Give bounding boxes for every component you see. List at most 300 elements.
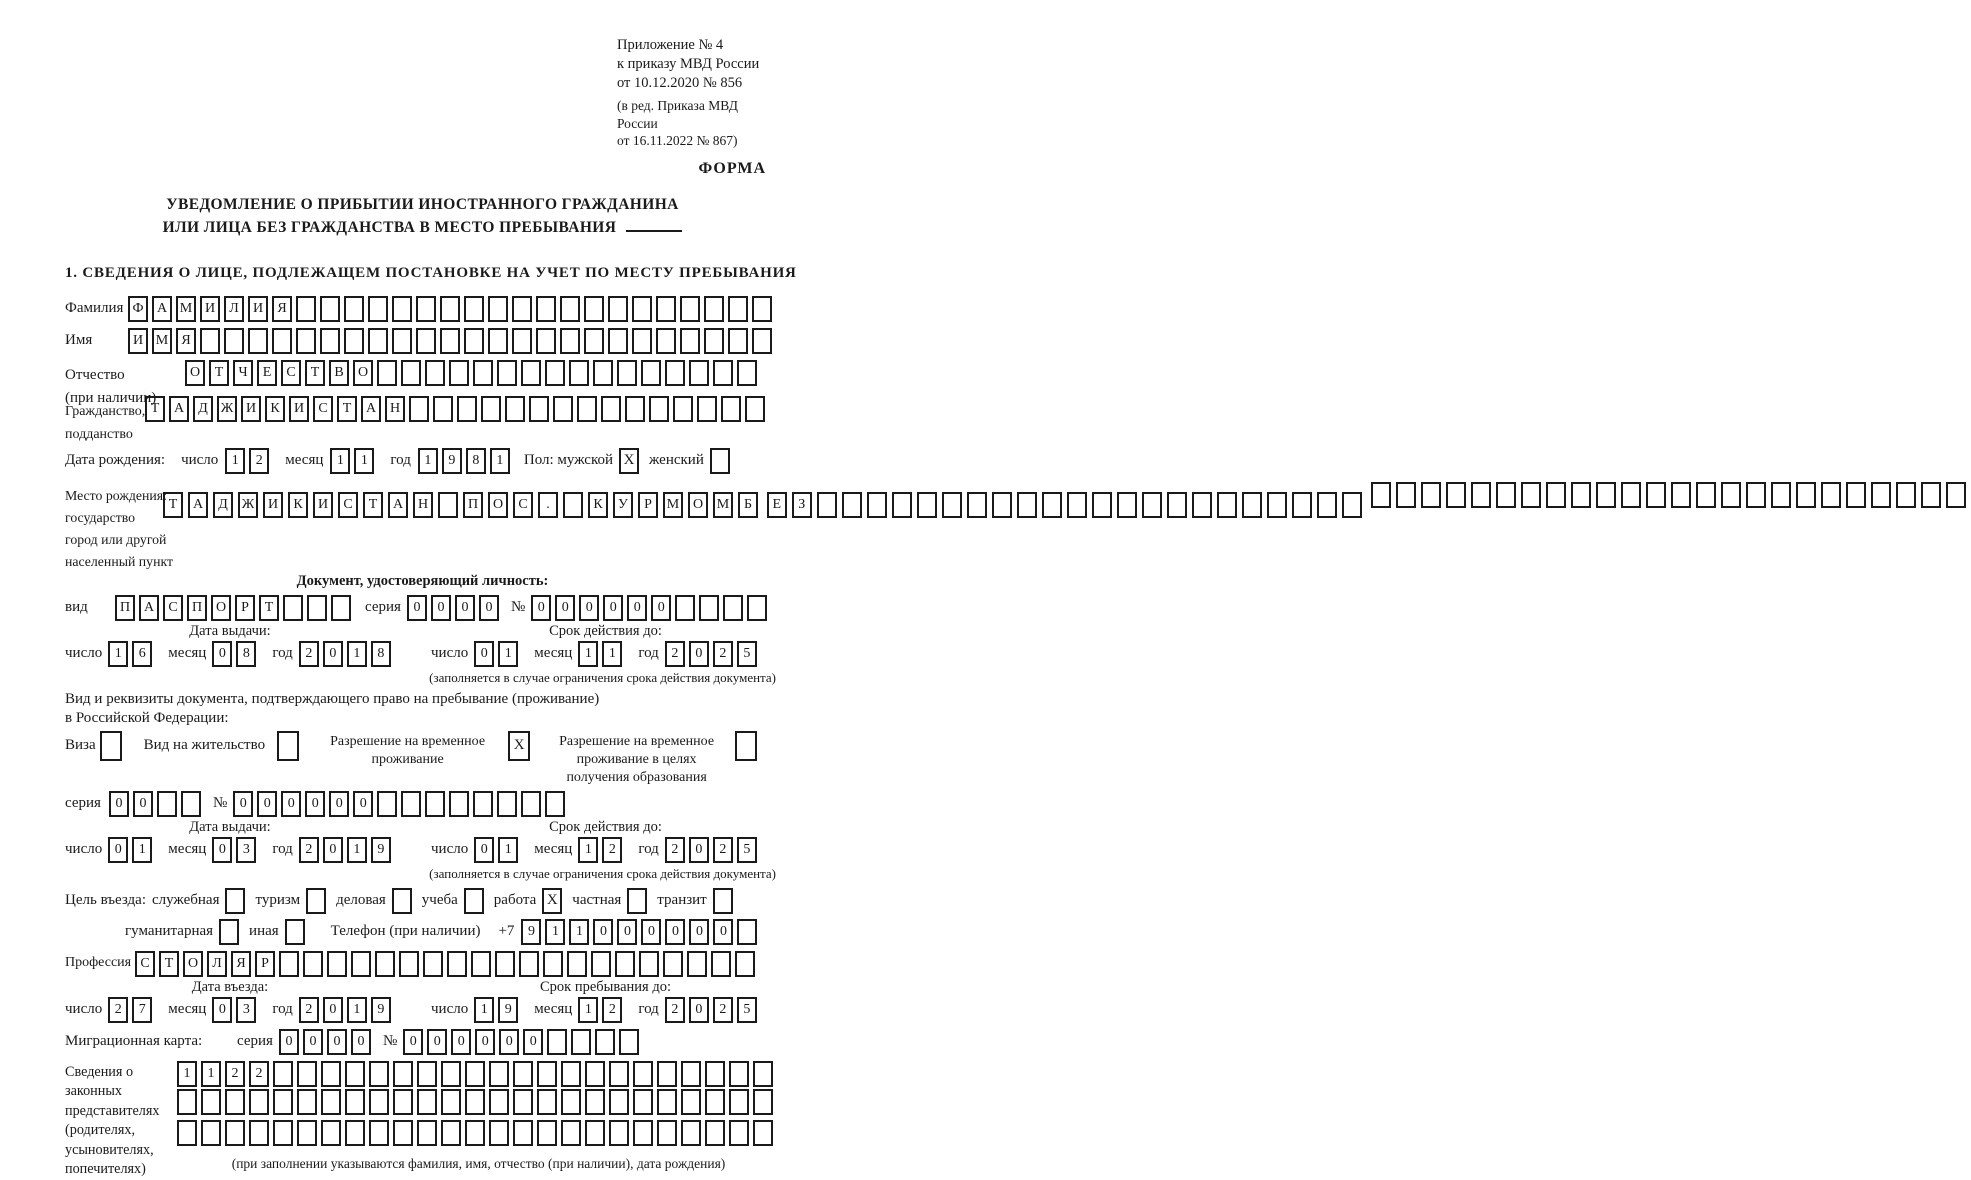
char-cell[interactable] — [321, 1089, 341, 1115]
valid-day-cells[interactable] — [474, 641, 522, 669]
char-cell[interactable] — [321, 1061, 341, 1087]
char-cell[interactable] — [519, 951, 539, 977]
char-cell[interactable] — [505, 396, 525, 422]
char-cell[interactable]: 2 — [713, 997, 733, 1023]
char-cell[interactable] — [729, 1089, 749, 1115]
char-cell[interactable]: В — [329, 360, 349, 386]
char-cell[interactable] — [1471, 482, 1491, 508]
char-cell[interactable]: 1 — [108, 641, 128, 667]
residence-series-cells[interactable] — [109, 791, 205, 817]
char-cell[interactable] — [663, 951, 683, 977]
char-cell[interactable]: 3 — [236, 837, 256, 863]
char-cell[interactable]: О — [183, 951, 203, 977]
char-cell[interactable] — [441, 1089, 461, 1115]
char-cell[interactable] — [545, 360, 565, 386]
char-cell[interactable]: 1 — [578, 641, 598, 667]
char-cell[interactable]: 0 — [279, 1029, 299, 1055]
char-cell[interactable] — [633, 1089, 653, 1115]
char-cell[interactable] — [225, 1120, 245, 1146]
char-cell[interactable]: Т — [305, 360, 325, 386]
char-cell[interactable] — [705, 1120, 725, 1146]
char-cell[interactable]: И — [289, 396, 309, 422]
identity-series-cells[interactable] — [407, 595, 503, 621]
char-cell[interactable] — [1117, 492, 1137, 518]
char-cell[interactable]: 0 — [233, 791, 253, 817]
firstname-cells[interactable] — [128, 328, 776, 354]
char-cell[interactable] — [327, 951, 347, 977]
char-cell[interactable] — [561, 1061, 581, 1087]
char-cell[interactable] — [563, 492, 583, 518]
char-cell[interactable] — [537, 1061, 557, 1087]
char-cell[interactable] — [297, 1120, 317, 1146]
char-cell[interactable]: 0 — [641, 919, 661, 945]
char-cell[interactable] — [248, 328, 268, 354]
purpose-humanitarian-checkbox[interactable] — [219, 919, 239, 945]
char-cell[interactable] — [392, 328, 412, 354]
char-cell[interactable] — [497, 791, 517, 817]
char-cell[interactable]: К — [288, 492, 308, 518]
valid-year-cells[interactable] — [665, 641, 761, 669]
char-cell[interactable] — [471, 951, 491, 977]
identity-number-cells[interactable] — [531, 595, 771, 621]
char-cell[interactable] — [521, 791, 541, 817]
char-cell[interactable] — [489, 1061, 509, 1087]
char-cell[interactable]: 0 — [499, 1029, 519, 1055]
char-cell[interactable]: Я — [176, 328, 196, 354]
char-cell[interactable] — [297, 1089, 317, 1115]
char-cell[interactable] — [577, 396, 597, 422]
char-cell[interactable]: У — [613, 492, 633, 518]
char-cell[interactable] — [1292, 492, 1312, 518]
char-cell[interactable]: 0 — [257, 791, 277, 817]
char-cell[interactable]: 1 — [569, 919, 589, 945]
char-cell[interactable] — [401, 360, 421, 386]
purpose-work-checkbox[interactable]: X — [542, 888, 562, 914]
char-cell[interactable]: 0 — [403, 1029, 423, 1055]
char-cell[interactable]: 0 — [133, 791, 153, 817]
char-cell[interactable] — [657, 1089, 677, 1115]
representatives-cells-row2[interactable] — [177, 1089, 777, 1115]
char-cell[interactable] — [633, 1120, 653, 1146]
char-cell[interactable] — [1521, 482, 1541, 508]
char-cell[interactable] — [1721, 482, 1741, 508]
char-cell[interactable] — [273, 1120, 293, 1146]
char-cell[interactable] — [585, 1089, 605, 1115]
char-cell[interactable]: И — [241, 396, 261, 422]
char-cell[interactable] — [1446, 482, 1466, 508]
char-cell[interactable] — [1067, 492, 1087, 518]
char-cell[interactable]: 0 — [531, 595, 551, 621]
char-cell[interactable]: И — [128, 328, 148, 354]
char-cell[interactable] — [441, 1061, 461, 1087]
char-cell[interactable]: 2 — [713, 837, 733, 863]
char-cell[interactable]: 0 — [474, 641, 494, 667]
char-cell[interactable] — [567, 951, 587, 977]
char-cell[interactable]: Т — [145, 396, 165, 422]
char-cell[interactable] — [675, 595, 695, 621]
gender-male-checkbox[interactable]: X — [619, 448, 639, 474]
char-cell[interactable]: 5 — [737, 837, 757, 863]
char-cell[interactable] — [639, 951, 659, 977]
patronymic-cells[interactable] — [185, 360, 761, 386]
char-cell[interactable] — [321, 1120, 341, 1146]
char-cell[interactable]: 0 — [651, 595, 671, 621]
char-cell[interactable]: М — [713, 492, 733, 518]
char-cell[interactable]: . — [538, 492, 558, 518]
char-cell[interactable] — [1746, 482, 1766, 508]
char-cell[interactable] — [489, 1089, 509, 1115]
char-cell[interactable] — [1871, 482, 1891, 508]
char-cell[interactable] — [369, 1120, 389, 1146]
char-cell[interactable] — [1796, 482, 1816, 508]
char-cell[interactable] — [704, 296, 724, 322]
char-cell[interactable]: Ч — [233, 360, 253, 386]
char-cell[interactable] — [345, 1120, 365, 1146]
char-cell[interactable] — [704, 328, 724, 354]
char-cell[interactable]: 0 — [212, 837, 232, 863]
representatives-cells-row3[interactable] — [177, 1120, 777, 1146]
char-cell[interactable] — [747, 595, 767, 621]
char-cell[interactable] — [681, 1120, 701, 1146]
char-cell[interactable]: С — [513, 492, 533, 518]
char-cell[interactable]: С — [135, 951, 155, 977]
purpose-official-checkbox[interactable] — [225, 888, 245, 914]
char-cell[interactable]: М — [176, 296, 196, 322]
char-cell[interactable] — [393, 1120, 413, 1146]
char-cell[interactable]: Е — [257, 360, 277, 386]
char-cell[interactable]: 1 — [418, 448, 438, 474]
char-cell[interactable] — [296, 328, 316, 354]
char-cell[interactable] — [537, 1120, 557, 1146]
char-cell[interactable] — [545, 791, 565, 817]
residence-issue-year-cells[interactable] — [299, 837, 395, 865]
char-cell[interactable] — [656, 328, 676, 354]
birth-day-cells[interactable] — [225, 448, 273, 474]
char-cell[interactable]: 0 — [323, 997, 343, 1023]
char-cell[interactable] — [417, 1120, 437, 1146]
char-cell[interactable] — [752, 296, 772, 322]
char-cell[interactable] — [401, 791, 421, 817]
char-cell[interactable]: 9 — [498, 997, 518, 1023]
char-cell[interactable]: 1 — [578, 997, 598, 1023]
char-cell[interactable] — [272, 328, 292, 354]
char-cell[interactable] — [547, 1029, 567, 1055]
birth-year-cells[interactable] — [418, 448, 514, 474]
char-cell[interactable]: А — [188, 492, 208, 518]
char-cell[interactable]: Н — [413, 492, 433, 518]
phone-cells[interactable] — [521, 919, 761, 947]
char-cell[interactable]: С — [281, 360, 301, 386]
char-cell[interactable]: 0 — [713, 919, 733, 945]
char-cell[interactable] — [1192, 492, 1212, 518]
char-cell[interactable]: Н — [385, 396, 405, 422]
char-cell[interactable] — [249, 1089, 269, 1115]
issue-month-cells[interactable] — [212, 641, 260, 669]
char-cell[interactable] — [425, 360, 445, 386]
char-cell[interactable] — [705, 1089, 725, 1115]
char-cell[interactable] — [416, 296, 436, 322]
char-cell[interactable] — [729, 1061, 749, 1087]
char-cell[interactable]: 1 — [225, 448, 245, 474]
char-cell[interactable]: А — [388, 492, 408, 518]
char-cell[interactable] — [609, 1061, 629, 1087]
char-cell[interactable] — [513, 1120, 533, 1146]
char-cell[interactable]: К — [588, 492, 608, 518]
char-cell[interactable]: 0 — [523, 1029, 543, 1055]
char-cell[interactable] — [279, 951, 299, 977]
char-cell[interactable] — [892, 492, 912, 518]
char-cell[interactable] — [441, 1120, 461, 1146]
char-cell[interactable]: 0 — [689, 641, 709, 667]
temp-permit-checkbox[interactable]: X — [508, 731, 530, 761]
visa-checkbox[interactable] — [100, 731, 122, 761]
char-cell[interactable] — [608, 296, 628, 322]
char-cell[interactable]: Д — [193, 396, 213, 422]
entry-day-cells[interactable] — [108, 997, 156, 1025]
char-cell[interactable] — [351, 951, 371, 977]
char-cell[interactable] — [409, 396, 429, 422]
char-cell[interactable] — [464, 328, 484, 354]
char-cell[interactable]: 1 — [474, 997, 494, 1023]
char-cell[interactable]: 0 — [303, 1029, 323, 1055]
char-cell[interactable] — [473, 360, 493, 386]
char-cell[interactable]: 2 — [249, 448, 269, 474]
char-cell[interactable] — [585, 1120, 605, 1146]
char-cell[interactable] — [1017, 492, 1037, 518]
char-cell[interactable] — [283, 595, 303, 621]
char-cell[interactable] — [649, 396, 669, 422]
char-cell[interactable]: С — [163, 595, 183, 621]
char-cell[interactable]: 2 — [665, 641, 685, 667]
char-cell[interactable]: 6 — [132, 641, 152, 667]
char-cell[interactable]: 1 — [347, 837, 367, 863]
char-cell[interactable] — [368, 328, 388, 354]
char-cell[interactable] — [697, 396, 717, 422]
char-cell[interactable]: 9 — [442, 448, 462, 474]
char-cell[interactable] — [713, 360, 733, 386]
char-cell[interactable]: 2 — [299, 837, 319, 863]
char-cell[interactable]: 1 — [545, 919, 565, 945]
char-cell[interactable]: Ф — [128, 296, 148, 322]
char-cell[interactable] — [609, 1089, 629, 1115]
char-cell[interactable] — [699, 595, 719, 621]
char-cell[interactable]: 5 — [737, 641, 757, 667]
char-cell[interactable]: 1 — [177, 1061, 197, 1087]
char-cell[interactable]: 2 — [249, 1061, 269, 1087]
char-cell[interactable] — [273, 1061, 293, 1087]
birth-place-cells-row1[interactable] — [163, 492, 763, 518]
char-cell[interactable]: 1 — [347, 641, 367, 667]
char-cell[interactable]: 8 — [236, 641, 256, 667]
char-cell[interactable] — [1596, 482, 1616, 508]
char-cell[interactable] — [377, 360, 397, 386]
char-cell[interactable] — [737, 360, 757, 386]
char-cell[interactable]: С — [313, 396, 333, 422]
char-cell[interactable] — [615, 951, 635, 977]
stay-month-cells[interactable] — [578, 997, 626, 1025]
char-cell[interactable] — [752, 328, 772, 354]
char-cell[interactable]: 0 — [281, 791, 301, 817]
char-cell[interactable] — [687, 951, 707, 977]
char-cell[interactable]: 0 — [305, 791, 325, 817]
char-cell[interactable]: 8 — [466, 448, 486, 474]
char-cell[interactable] — [560, 296, 580, 322]
birth-place-cells-row2[interactable] — [767, 492, 1367, 518]
char-cell[interactable] — [345, 1061, 365, 1087]
char-cell[interactable] — [513, 1061, 533, 1087]
char-cell[interactable] — [416, 328, 436, 354]
char-cell[interactable]: 9 — [521, 919, 541, 945]
char-cell[interactable] — [417, 1089, 437, 1115]
char-cell[interactable]: 8 — [371, 641, 391, 667]
char-cell[interactable]: С — [338, 492, 358, 518]
gender-female-checkbox[interactable] — [710, 448, 730, 474]
char-cell[interactable]: 2 — [299, 641, 319, 667]
char-cell[interactable] — [392, 296, 412, 322]
char-cell[interactable] — [331, 595, 351, 621]
char-cell[interactable]: 2 — [108, 997, 128, 1023]
char-cell[interactable] — [723, 595, 743, 621]
char-cell[interactable] — [608, 328, 628, 354]
char-cell[interactable]: К — [265, 396, 285, 422]
surname-cells[interactable] — [128, 296, 776, 322]
char-cell[interactable]: Р — [638, 492, 658, 518]
char-cell[interactable]: И — [248, 296, 268, 322]
char-cell[interactable] — [753, 1061, 773, 1087]
char-cell[interactable]: 0 — [108, 837, 128, 863]
char-cell[interactable]: 0 — [323, 837, 343, 863]
char-cell[interactable] — [735, 951, 755, 977]
char-cell[interactable] — [488, 328, 508, 354]
char-cell[interactable] — [591, 951, 611, 977]
char-cell[interactable] — [307, 595, 327, 621]
char-cell[interactable]: Б — [738, 492, 758, 518]
char-cell[interactable]: А — [361, 396, 381, 422]
char-cell[interactable]: Т — [163, 492, 183, 518]
char-cell[interactable] — [617, 360, 637, 386]
char-cell[interactable] — [1317, 492, 1337, 518]
stay-day-cells[interactable] — [474, 997, 522, 1025]
char-cell[interactable] — [619, 1029, 639, 1055]
char-cell[interactable]: Р — [255, 951, 275, 977]
char-cell[interactable] — [1167, 492, 1187, 518]
char-cell[interactable] — [680, 328, 700, 354]
residence-valid-year-cells[interactable] — [665, 837, 761, 865]
char-cell[interactable] — [595, 1029, 615, 1055]
char-cell[interactable] — [1671, 482, 1691, 508]
char-cell[interactable]: Т — [209, 360, 229, 386]
char-cell[interactable] — [609, 1120, 629, 1146]
char-cell[interactable] — [584, 328, 604, 354]
char-cell[interactable]: 2 — [602, 837, 622, 863]
char-cell[interactable] — [536, 328, 556, 354]
char-cell[interactable] — [543, 951, 563, 977]
char-cell[interactable] — [423, 951, 443, 977]
birth-month-cells[interactable] — [330, 448, 378, 474]
char-cell[interactable] — [711, 951, 731, 977]
char-cell[interactable]: П — [115, 595, 135, 621]
char-cell[interactable]: 0 — [323, 641, 343, 667]
char-cell[interactable] — [449, 360, 469, 386]
char-cell[interactable] — [438, 492, 458, 518]
char-cell[interactable]: 1 — [498, 641, 518, 667]
char-cell[interactable]: О — [488, 492, 508, 518]
char-cell[interactable]: 2 — [665, 837, 685, 863]
char-cell[interactable]: 0 — [665, 919, 685, 945]
char-cell[interactable]: О — [688, 492, 708, 518]
char-cell[interactable]: 9 — [371, 997, 391, 1023]
char-cell[interactable]: Т — [159, 951, 179, 977]
char-cell[interactable] — [917, 492, 937, 518]
char-cell[interactable] — [537, 1089, 557, 1115]
char-cell[interactable] — [465, 1089, 485, 1115]
char-cell[interactable] — [1142, 492, 1162, 518]
representatives-cells-row1[interactable] — [177, 1061, 777, 1087]
char-cell[interactable] — [1242, 492, 1262, 518]
residence-issue-month-cells[interactable] — [212, 837, 260, 865]
char-cell[interactable]: 0 — [351, 1029, 371, 1055]
char-cell[interactable] — [497, 360, 517, 386]
char-cell[interactable] — [465, 1061, 485, 1087]
char-cell[interactable]: 0 — [603, 595, 623, 621]
char-cell[interactable] — [656, 296, 676, 322]
char-cell[interactable]: Д — [213, 492, 233, 518]
birth-place-cells-row3[interactable] — [1371, 482, 1971, 508]
residence-issue-day-cells[interactable] — [108, 837, 156, 865]
char-cell[interactable] — [737, 919, 757, 945]
char-cell[interactable]: 0 — [689, 919, 709, 945]
char-cell[interactable] — [1092, 492, 1112, 518]
char-cell[interactable] — [553, 396, 573, 422]
char-cell[interactable]: 9 — [371, 837, 391, 863]
char-cell[interactable] — [368, 296, 388, 322]
char-cell[interactable] — [369, 1089, 389, 1115]
char-cell[interactable] — [521, 360, 541, 386]
char-cell[interactable]: О — [185, 360, 205, 386]
char-cell[interactable] — [625, 396, 645, 422]
char-cell[interactable] — [942, 492, 962, 518]
char-cell[interactable]: И — [200, 296, 220, 322]
char-cell[interactable] — [867, 492, 887, 518]
char-cell[interactable]: 1 — [498, 837, 518, 863]
char-cell[interactable]: 0 — [579, 595, 599, 621]
char-cell[interactable] — [673, 396, 693, 422]
char-cell[interactable] — [440, 296, 460, 322]
char-cell[interactable] — [447, 951, 467, 977]
char-cell[interactable]: 0 — [475, 1029, 495, 1055]
char-cell[interactable] — [1696, 482, 1716, 508]
char-cell[interactable] — [297, 1061, 317, 1087]
char-cell[interactable] — [440, 328, 460, 354]
char-cell[interactable] — [375, 951, 395, 977]
char-cell[interactable]: 0 — [427, 1029, 447, 1055]
purpose-private-checkbox[interactable] — [627, 888, 647, 914]
char-cell[interactable]: 0 — [479, 595, 499, 621]
char-cell[interactable]: З — [792, 492, 812, 518]
char-cell[interactable]: 1 — [578, 837, 598, 863]
char-cell[interactable] — [992, 492, 1012, 518]
char-cell[interactable] — [1571, 482, 1591, 508]
char-cell[interactable]: 1 — [347, 997, 367, 1023]
char-cell[interactable]: 0 — [689, 997, 709, 1023]
char-cell[interactable]: Л — [224, 296, 244, 322]
char-cell[interactable] — [273, 1089, 293, 1115]
char-cell[interactable] — [641, 360, 661, 386]
char-cell[interactable] — [657, 1061, 677, 1087]
char-cell[interactable] — [320, 328, 340, 354]
char-cell[interactable]: 1 — [354, 448, 374, 474]
char-cell[interactable] — [201, 1120, 221, 1146]
